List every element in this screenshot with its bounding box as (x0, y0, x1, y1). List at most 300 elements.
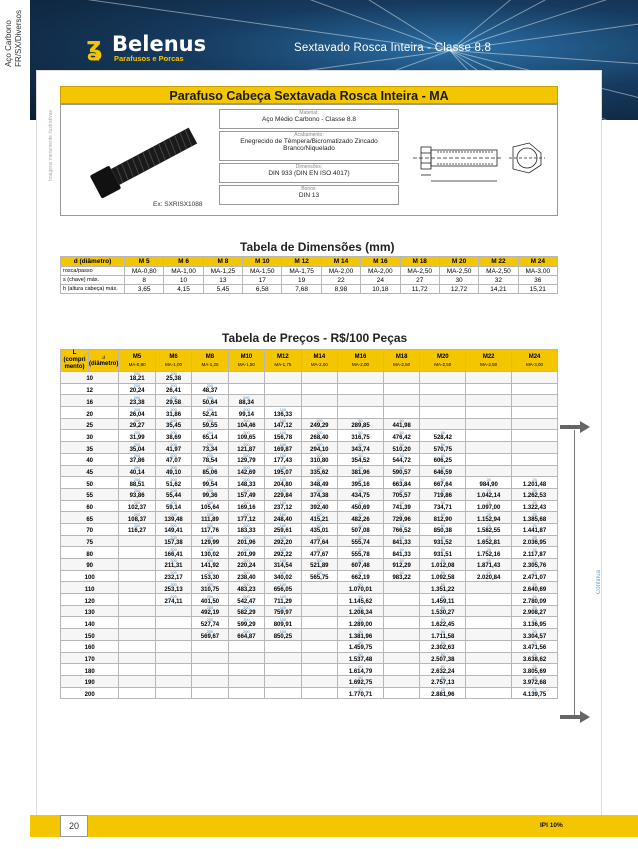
dim-cell: 17 (243, 276, 282, 285)
price-value: 931,52 (433, 540, 452, 547)
price-cell (119, 523, 155, 535)
table-row (61, 547, 558, 559)
price-value: 201,96 (237, 540, 256, 547)
price-value: 335,62 (310, 469, 329, 476)
price-value: 259,61 (273, 528, 293, 535)
price-cell (383, 570, 419, 582)
dim-cell: 30 (439, 276, 478, 285)
price-cell (512, 372, 558, 384)
price-value: 38,69 (166, 434, 182, 441)
price-value: 521,89 (310, 563, 329, 570)
pack-quantity: 25 (532, 688, 537, 693)
price-cell (301, 652, 337, 664)
price-value: 105,64 (200, 505, 220, 512)
dim-row-label: h (altura cabeça) máx. (61, 285, 125, 294)
price-cell (228, 453, 264, 465)
price-value: 292,22 (273, 551, 293, 558)
price-column-header (383, 350, 419, 372)
price-cell (466, 500, 512, 512)
pack-quantity: 50 (440, 454, 445, 459)
pack-quantity: 50 (358, 652, 363, 657)
pack-quantity: 200 (170, 571, 177, 576)
column-pitch: MA-3,00 (526, 361, 544, 367)
pack-quantity: 100 (279, 489, 287, 494)
column-diameter: M22 (482, 353, 495, 360)
price-cell (338, 559, 384, 571)
price-value: 2.507,38 (431, 656, 455, 663)
price-cell (265, 605, 301, 617)
pack-quantity: 50 (440, 536, 445, 541)
price-value: 249,29 (310, 423, 329, 430)
spec-value: Enegrecido de Têmpera/Bicromatizado Zincado Branco/Niquelado (240, 138, 378, 152)
dim-column-header: M 14 (321, 257, 360, 267)
price-cell (338, 640, 384, 652)
pack-quantity: 200 (170, 419, 177, 424)
price-value: 1.622,45 (431, 621, 455, 628)
pack-quantity: 100 (279, 606, 287, 611)
pack-quantity: 200 (206, 617, 214, 622)
price-cell (512, 430, 558, 442)
price-cell (155, 664, 191, 676)
pack-quantity: 50 (440, 652, 445, 657)
price-value: 565,75 (310, 575, 329, 582)
price-value: 85,06 (202, 469, 218, 476)
price-cell (265, 535, 301, 547)
price-cell (119, 453, 155, 465)
pack-quantity: 25 (486, 489, 491, 494)
pack-quantity: 200 (170, 372, 177, 377)
pack-quantity: 50 (440, 430, 445, 435)
pack-quantity: 50 (358, 582, 363, 587)
length-cell: 55 (61, 488, 119, 500)
table-row (61, 640, 558, 652)
pack-quantity: 200 (133, 430, 141, 435)
pack-quantity: 50 (358, 430, 363, 435)
dim-cell: MA-2,00 (361, 267, 400, 276)
pack-quantity: 50 (358, 454, 363, 459)
price-cell (155, 523, 191, 535)
price-cell (338, 652, 384, 664)
price-cell (265, 418, 301, 430)
price-cell (466, 395, 512, 407)
spec-value: DIN 933 (DIN EN ISO 4017) (268, 170, 350, 177)
price-value: 148,33 (237, 481, 256, 488)
pack-quantity: 50 (358, 629, 363, 634)
price-cell (466, 675, 512, 687)
pack-quantity: 50 (399, 477, 404, 482)
price-cell (420, 430, 466, 442)
pack-quantity: 50 (358, 489, 363, 494)
pack-quantity: 50 (358, 524, 363, 529)
pack-quantity: 200 (243, 606, 250, 611)
price-value: 149,41 (164, 528, 183, 535)
price-value: 1.752,16 (476, 551, 501, 558)
brand-name: Belenus (112, 32, 207, 56)
pack-quantity: 100 (316, 524, 323, 529)
pack-quantity: 50 (358, 477, 363, 482)
pack-quantity: 25 (532, 664, 537, 669)
price-column-header (192, 350, 228, 372)
price-cell (301, 675, 337, 687)
price-value: 1.201,48 (522, 481, 547, 488)
price-cell (338, 675, 384, 687)
pack-quantity: 50 (399, 430, 404, 435)
price-value: 599,29 (237, 621, 256, 628)
pack-quantity: 200 (206, 395, 214, 400)
price-value: 340,02 (273, 575, 293, 582)
price-cell (466, 383, 512, 395)
pack-quantity: 50 (440, 501, 445, 506)
price-cell (466, 418, 512, 430)
price-value: 528,42 (433, 434, 452, 441)
dim-cell: MA-2,50 (400, 267, 439, 276)
price-cell (383, 559, 419, 571)
price-value: 73,34 (202, 446, 218, 453)
price-cell (466, 652, 512, 664)
price-cell (383, 687, 419, 699)
price-cell (383, 407, 419, 419)
price-value: 401,50 (200, 598, 220, 605)
price-value: 510,20 (392, 446, 411, 453)
price-cell (119, 570, 155, 582)
price-cell (119, 512, 155, 524)
price-value: 476,42 (392, 434, 411, 441)
price-value: 392,40 (310, 505, 329, 512)
pack-quantity: 200 (133, 395, 141, 400)
dim-cell: MA-1,75 (282, 267, 321, 276)
price-cell (338, 383, 384, 395)
dim-column-header: M 24 (518, 257, 557, 267)
pack-quantity: 200 (243, 442, 250, 447)
price-cell (155, 442, 191, 454)
pack-quantity: 200 (243, 489, 250, 494)
price-cell (228, 605, 264, 617)
price-cell (119, 430, 155, 442)
pack-quantity: 25 (532, 512, 537, 517)
pack-quantity: 50 (440, 524, 445, 529)
length-cell: 50 (61, 477, 119, 489)
dim-cell: 10,18 (361, 285, 400, 294)
pack-quantity: 100 (316, 489, 323, 494)
spec-label: Acabamento: (294, 132, 324, 138)
price-cell (301, 465, 337, 477)
price-cell (228, 395, 264, 407)
price-value: 99,14 (238, 411, 254, 418)
price-cell (383, 477, 419, 489)
price-value: 93,86 (129, 493, 145, 500)
price-value: 555,78 (351, 551, 370, 558)
pack-quantity: 200 (133, 384, 141, 389)
price-cell (228, 442, 264, 454)
table-row (61, 488, 558, 500)
price-value: 136,33 (273, 411, 293, 418)
price-value: 1.289,00 (348, 621, 373, 628)
pack-quantity: 200 (133, 477, 141, 482)
price-value: 55,44 (166, 493, 182, 500)
price-cell (466, 453, 512, 465)
pack-quantity: 200 (133, 465, 141, 470)
pack-quantity: 25 (532, 652, 537, 657)
arrow-right-icon (560, 711, 590, 723)
price-cell (466, 582, 512, 594)
price-cell (420, 617, 466, 629)
price-cell (192, 535, 228, 547)
price-cell (512, 512, 558, 524)
pack-quantity: 200 (170, 430, 177, 435)
price-cell (338, 500, 384, 512)
price-cell (301, 430, 337, 442)
pack-quantity: 200 (133, 489, 141, 494)
price-cell (512, 453, 558, 465)
dim-cell: 15,21 (518, 285, 557, 294)
price-cell (512, 535, 558, 547)
pack-quantity: 25 (486, 524, 491, 529)
dim-cell: 6,58 (243, 285, 282, 294)
pack-quantity: 100 (316, 512, 323, 517)
pack-quantity: 200 (170, 384, 177, 389)
price-cell (228, 570, 264, 582)
price-cell (119, 477, 155, 489)
price-cell (383, 582, 419, 594)
pack-quantity: 25 (532, 477, 537, 482)
length-cell: 45 (61, 465, 119, 477)
price-cell (512, 629, 558, 641)
price-cell (383, 372, 419, 384)
price-value: 1.770,71 (348, 692, 373, 699)
price-cell (192, 500, 228, 512)
column-pitch: MA-1,75 (274, 361, 292, 367)
dim-column-header: M 22 (479, 257, 518, 267)
price-cell (466, 687, 512, 699)
pack-quantity: 200 (243, 617, 250, 622)
price-value: 294,10 (310, 446, 329, 453)
price-cell (192, 687, 228, 699)
price-cell (420, 407, 466, 419)
price-value: 348,49 (310, 481, 329, 488)
dim-cell: 12,72 (439, 285, 478, 294)
price-cell (420, 395, 466, 407)
price-cell (301, 559, 337, 571)
pack-quantity: 200 (243, 536, 250, 541)
price-cell (265, 383, 301, 395)
pack-quantity: 50 (440, 571, 445, 576)
price-cell (265, 372, 301, 384)
length-header-label: L (compri mento) (63, 350, 86, 370)
price-cell (338, 430, 384, 442)
column-pitch: MA-2,50 (393, 361, 411, 367)
dim-row-label: rosca/passo (61, 267, 125, 276)
price-cell (192, 372, 228, 384)
price-value: 1.092,58 (431, 575, 455, 582)
length-cell: 10 (61, 372, 119, 384)
spec-label: Material: (299, 110, 319, 116)
price-value: 153,30 (200, 575, 220, 582)
pack-quantity: 50 (440, 606, 445, 611)
price-value: 204,80 (273, 481, 293, 488)
price-value: 50,64 (202, 399, 218, 406)
table-row (61, 285, 558, 294)
pack-quantity: 200 (170, 536, 177, 541)
pack-quantity: 100 (279, 430, 287, 435)
column-diameter: M6 (169, 353, 178, 360)
price-cell (512, 395, 558, 407)
price-cell (301, 477, 337, 489)
price-cell (228, 430, 264, 442)
table-row (61, 629, 558, 641)
price-cell (228, 687, 264, 699)
dim-cell: 5,45 (203, 285, 242, 294)
price-cell (119, 442, 155, 454)
price-cell (155, 488, 191, 500)
column-pitch: MA-2,50 (434, 361, 452, 367)
pack-quantity: 200 (133, 442, 141, 447)
pack-quantity: 100 (279, 442, 287, 447)
column-diameter: M18 (395, 353, 408, 360)
pack-quantity: 200 (243, 594, 250, 599)
pack-quantity: 50 (399, 419, 404, 424)
price-value: 51,62 (166, 481, 182, 488)
price-value: 1.614,79 (348, 668, 373, 675)
column-diameter: M16 (354, 353, 367, 360)
price-value: 3.136,95 (522, 621, 547, 628)
price-cell (265, 559, 301, 571)
dim-cell: 4,15 (164, 285, 203, 294)
price-cell (466, 523, 512, 535)
price-value: 2.117,87 (523, 551, 547, 558)
pack-quantity: 25 (532, 594, 537, 599)
pack-quantity: 50 (399, 442, 404, 447)
price-cell (466, 640, 512, 652)
pack-quantity: 25 (532, 617, 537, 622)
price-cell (192, 465, 228, 477)
price-cell (338, 664, 384, 676)
price-value: 111,89 (201, 516, 219, 523)
price-cell (265, 570, 301, 582)
table-row (61, 267, 558, 276)
price-value: 232,17 (164, 575, 183, 582)
price-cell (420, 512, 466, 524)
price-cell (192, 430, 228, 442)
length-cell: 75 (61, 535, 119, 547)
price-cell (301, 500, 337, 512)
pack-quantity: 200 (133, 454, 141, 459)
price-cell (265, 500, 301, 512)
price-value: 1.459,75 (348, 645, 373, 652)
price-value: 2.640,69 (522, 586, 547, 593)
pack-quantity: 25 (532, 676, 537, 681)
price-value: 31,99 (129, 434, 145, 441)
brand-logo (86, 30, 226, 66)
dim-cell: MA-3,00 (518, 267, 557, 276)
price-value: 195,07 (273, 469, 293, 476)
price-cell (228, 477, 264, 489)
table-row (61, 453, 558, 465)
price-value: 35,04 (129, 446, 145, 453)
price-value: 705,57 (392, 493, 411, 500)
price-cell (420, 477, 466, 489)
pack-quantity: 100 (316, 559, 323, 564)
length-cell: 65 (61, 512, 119, 524)
price-cell (383, 418, 419, 430)
price-value: 2.632,24 (431, 668, 455, 675)
pack-quantity: 50 (440, 512, 445, 517)
price-cell (228, 488, 264, 500)
price-cell (383, 442, 419, 454)
dim-column-header: M 20 (439, 257, 478, 267)
price-value: 157,38 (164, 540, 183, 547)
pack-quantity: 100 (279, 419, 287, 424)
length-cell: 150 (61, 629, 119, 641)
pack-quantity: 200 (243, 524, 250, 529)
pack-quantity: 25 (532, 536, 537, 541)
pack-quantity: 200 (206, 512, 214, 517)
pack-quantity: 50 (440, 629, 445, 634)
price-value: 31,86 (166, 411, 182, 418)
pack-quantity: 200 (206, 559, 214, 564)
price-value: 354,52 (351, 458, 370, 465)
price-value: 289,85 (351, 423, 370, 430)
pack-quantity: 200 (243, 454, 250, 459)
pack-quantity: 25 (486, 559, 491, 564)
price-value: 310,75 (200, 586, 220, 593)
pack-quantity: 200 (170, 489, 177, 494)
pack-quantity: 200 (133, 419, 141, 424)
price-value: 1.711,58 (431, 633, 455, 640)
price-value: 310,80 (310, 458, 329, 465)
price-cell (192, 512, 228, 524)
price-cell (466, 605, 512, 617)
length-cell: 140 (61, 617, 119, 629)
price-value: 117,76 (200, 528, 219, 535)
price-value: 41,97 (166, 446, 182, 453)
price-cell (466, 442, 512, 454)
pack-quantity: 100 (279, 571, 287, 576)
pack-quantity: 200 (206, 536, 214, 541)
pack-quantity: 100 (279, 629, 287, 634)
length-cell: 200 (61, 687, 119, 699)
price-value: 2.757,13 (431, 680, 455, 687)
column-diameter: M14 (313, 353, 326, 360)
price-cell (466, 430, 512, 442)
price-cell (119, 594, 155, 606)
price-value: 395,16 (351, 481, 370, 488)
price-cell (512, 488, 558, 500)
price-value: 23,38 (129, 399, 145, 406)
brand-tagline: Parafusos e Porcas (114, 54, 184, 63)
tax-note: IPI 10% (540, 822, 563, 829)
pack-quantity: 25 (486, 547, 491, 552)
price-value: 809,91 (273, 621, 293, 628)
price-cell (512, 418, 558, 430)
pack-quantity: 100 (279, 407, 287, 412)
price-cell (119, 687, 155, 699)
pack-quantity: 50 (358, 501, 363, 506)
price-value: 169,16 (237, 505, 256, 512)
price-cell (155, 675, 191, 687)
price-cell (228, 535, 264, 547)
pack-quantity: 200 (170, 559, 177, 564)
pack-quantity: 50 (440, 594, 445, 599)
price-value: 59,55 (202, 423, 218, 430)
price-value: 52,41 (202, 411, 218, 418)
price-cell (119, 418, 155, 430)
dimensions-title: Tabela de Dimensões (mm) (240, 240, 395, 254)
dim-column-header: M 18 (400, 257, 439, 267)
price-column-header (338, 350, 384, 372)
price-column-header (301, 350, 337, 372)
price-cell (301, 383, 337, 395)
price-cell (512, 675, 558, 687)
